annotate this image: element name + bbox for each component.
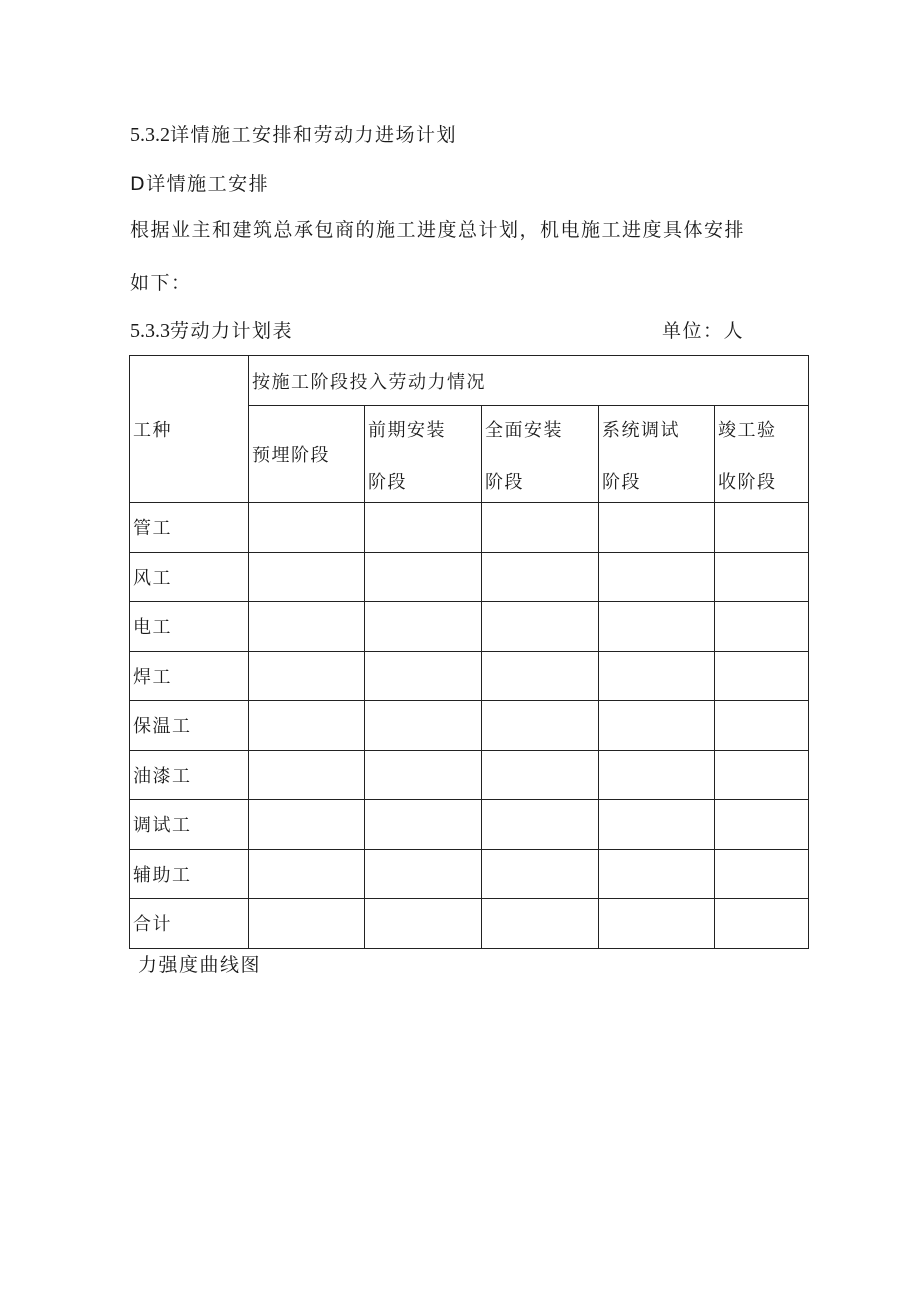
labor-count-cell: [482, 701, 599, 751]
labor-plan-table: [129, 355, 809, 949]
labor-count-cell: [599, 750, 715, 800]
labor-count-cell: [482, 503, 599, 553]
labor-count-cell: [249, 800, 365, 850]
header-row-1: [130, 356, 809, 406]
phase-header: [368, 415, 481, 494]
phase-header-line2: 阶段: [485, 471, 524, 493]
labor-count-cell: [249, 899, 365, 949]
table-row: [130, 701, 809, 751]
trade-name: 合计: [133, 914, 172, 936]
labor-count-cell: [715, 750, 809, 800]
trade-name: 调试工: [133, 815, 192, 837]
labor-count-cell: [715, 849, 809, 899]
phase-header-line1: 系统调试: [602, 419, 680, 441]
labor-count-cell: [715, 899, 809, 949]
labor-count-cell: [482, 899, 599, 949]
trade-name-cell: [130, 750, 249, 800]
phase-header-line2: 阶段: [602, 471, 641, 493]
labor-count-cell: [599, 899, 715, 949]
trade-name: 保温工: [133, 716, 192, 738]
trade-name: 油漆工: [133, 765, 192, 787]
subsection-heading-d: D详情施工安排: [130, 173, 270, 195]
labor-count-cell: [482, 800, 599, 850]
labor-count-cell: [599, 800, 715, 850]
phase-header-cell: [715, 406, 809, 503]
labor-count-cell: [715, 602, 809, 652]
trade-name-cell: [130, 503, 249, 553]
labor-count-cell: [249, 503, 365, 553]
paragraph-line-1: 根据业主和建筑总承包商的施工进度总计划，机电施工进度具体安排: [130, 219, 746, 241]
labor-count-cell: [599, 651, 715, 701]
trade-header-cell: [130, 356, 249, 503]
table-row: [130, 552, 809, 602]
table-row: [130, 800, 809, 850]
table-row: [130, 849, 809, 899]
trade-name: 焊工: [133, 666, 172, 688]
phase-header-line1: 竣工验: [718, 419, 777, 441]
labor-count-cell: [365, 800, 482, 850]
section-heading-5-3-2: [130, 123, 457, 147]
phase-header-cell: [365, 406, 482, 503]
labor-count-cell: [715, 800, 809, 850]
labor-count-cell: [599, 849, 715, 899]
labor-count-cell: [715, 503, 809, 553]
labor-count-cell: [365, 552, 482, 602]
labor-count-cell: [599, 602, 715, 652]
phase-header-line2: 收阶段: [718, 471, 777, 493]
labor-count-cell: [599, 552, 715, 602]
labor-count-cell: [715, 651, 809, 701]
phase-header: [602, 415, 714, 494]
phase-header-cell: [599, 406, 715, 503]
labor-count-cell: [365, 503, 482, 553]
trade-name: 辅助工: [133, 864, 192, 886]
trade-name: 管工: [133, 518, 172, 540]
trade-header: 工种: [133, 420, 172, 441]
labor-count-cell: [365, 899, 482, 949]
labor-count-cell: [365, 651, 482, 701]
phase-header: [718, 415, 808, 494]
labor-count-cell: [482, 552, 599, 602]
section-title: 详情施工安排和劳动力进场计划: [170, 124, 458, 146]
table-row: [130, 503, 809, 553]
trade-name-cell: [130, 552, 249, 602]
table-row: [130, 602, 809, 652]
trade-name-cell: [130, 800, 249, 850]
caption: 力强度曲线图: [138, 954, 262, 976]
labor-count-cell: [249, 849, 365, 899]
phase-header-cell: [249, 406, 365, 503]
table-row: [130, 651, 809, 701]
table-row: [130, 899, 809, 949]
section-number: 5.3.3: [130, 320, 170, 342]
labor-count-cell: [365, 602, 482, 652]
labor-count-cell: [365, 750, 482, 800]
section-heading-5-3-3: [130, 319, 293, 343]
trade-name: 风工: [133, 567, 172, 589]
trade-name-cell: [130, 849, 249, 899]
section-title: 劳动力计划表: [170, 320, 294, 342]
unit-label: 单位：人: [662, 320, 745, 342]
labor-count-cell: [715, 701, 809, 751]
trade-name-cell: [130, 899, 249, 949]
paragraph-line-2: 如下：: [130, 272, 192, 294]
labor-count-cell: [365, 701, 482, 751]
trade-name: 电工: [133, 617, 172, 639]
trade-name-cell: [130, 602, 249, 652]
phase-header-line1: 前期安装: [368, 419, 446, 441]
section-number: 5.3.2: [130, 124, 170, 146]
phase-header-cell: [482, 406, 599, 503]
table-body: [130, 356, 809, 949]
labor-count-cell: [249, 552, 365, 602]
labor-count-cell: [249, 701, 365, 751]
labor-count-cell: [365, 849, 482, 899]
phase-header-line1: 预埋阶段: [252, 445, 330, 466]
phase-group-header: 按施工阶段投入劳动力情况: [252, 371, 486, 393]
phase-header-line2: 阶段: [368, 471, 407, 493]
labor-count-cell: [599, 701, 715, 751]
phase-header-line1: 全面安装: [485, 419, 563, 441]
labor-count-cell: [249, 651, 365, 701]
labor-count-cell: [599, 503, 715, 553]
trade-name-cell: [130, 701, 249, 751]
labor-count-cell: [249, 602, 365, 652]
phase-group-header-cell: [249, 356, 809, 406]
labor-count-cell: [249, 750, 365, 800]
labor-count-cell: [482, 602, 599, 652]
labor-count-cell: [482, 651, 599, 701]
labor-count-cell: [715, 552, 809, 602]
labor-count-cell: [482, 750, 599, 800]
phase-header: [485, 415, 598, 494]
table-row: [130, 750, 809, 800]
trade-name-cell: [130, 651, 249, 701]
labor-count-cell: [482, 849, 599, 899]
